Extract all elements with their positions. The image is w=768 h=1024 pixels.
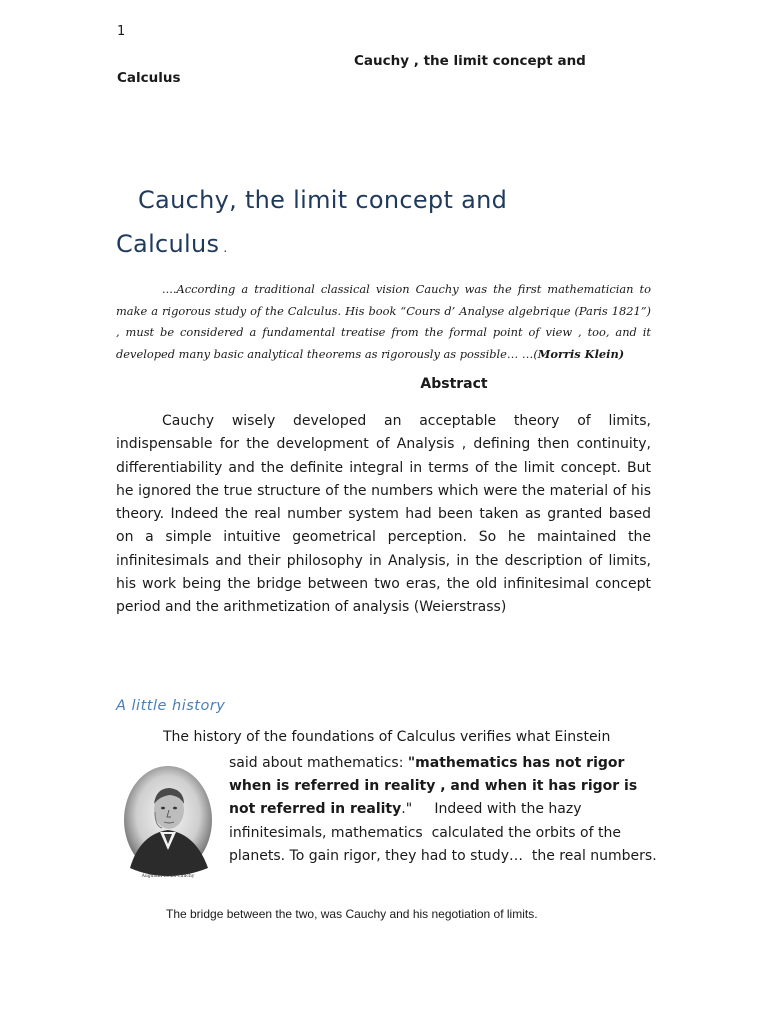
epigraph-author: Morris Klein) xyxy=(537,346,625,361)
closing-caption: The bridge between the two, was Cauchy and his negotiation of limits. xyxy=(166,907,538,921)
history-said-about: said about mathematics: xyxy=(229,755,408,771)
history-continuation: Indeed with the hazy infinitesimals, mathematics calculated the orbits of the planets. To gain rigor, they had to study… the real numbers. xyxy=(229,801,657,864)
page-title xyxy=(116,178,676,270)
einstein-quote: "mathematics has not rigor when is referred in reality , and when it has rigor is not referred in reality xyxy=(229,755,638,818)
title-trailing-dot: . xyxy=(223,241,228,255)
portrait-illustration-icon xyxy=(122,764,214,886)
section-heading-history: A little history xyxy=(116,698,226,714)
cauchy-portrait-image xyxy=(122,764,214,886)
abstract-heading: Abstract xyxy=(420,376,488,392)
abstract-body: Cauchy wisely developed an acceptable theory of limits, indispensable for the development of Analysis , defining then continuity, differentiability and the definite integral in terms of the limit concept. But he ignored the true structure of the numbers which were the material of his theory. Indeed the real number system had been taken as granted based on a simple intuitive geometrical perception. So he maintained the infinitesimals and their philosophy in Analysis, in the description of limits, his work being the bridge between two eras, the old infinitesimal concept period and the arithmetization of analysis (Weierstrass) xyxy=(116,413,651,616)
title-line1: Cauchy, the limit concept and xyxy=(138,186,508,214)
epigraph-text: ....According a traditional classical vision Cauchy was the first mathematician to make a rigorous study of the Calculus. His book “Cours d’ Analyse algebrique (Paris 1821”) , must be considered a fundamental treatise from the formal point of view , too, and it developed many basic analytical theorems as rigorously as possible… …( xyxy=(116,282,651,361)
running-header-line1: Cauchy , the limit concept and xyxy=(354,53,586,69)
einstein-quote-end: ." xyxy=(401,801,413,818)
running-header xyxy=(117,53,651,87)
history-first-line: The history of the foundations of Calculus verifies what Einstein xyxy=(163,729,611,745)
running-header-line2: Calculus xyxy=(117,70,181,86)
portrait-caption: Augustin-Louis Cauchy xyxy=(141,874,195,879)
history-body xyxy=(229,752,659,868)
page-number: 1 xyxy=(117,24,126,39)
title-line2: Calculus xyxy=(116,230,220,258)
epigraph xyxy=(116,279,651,365)
